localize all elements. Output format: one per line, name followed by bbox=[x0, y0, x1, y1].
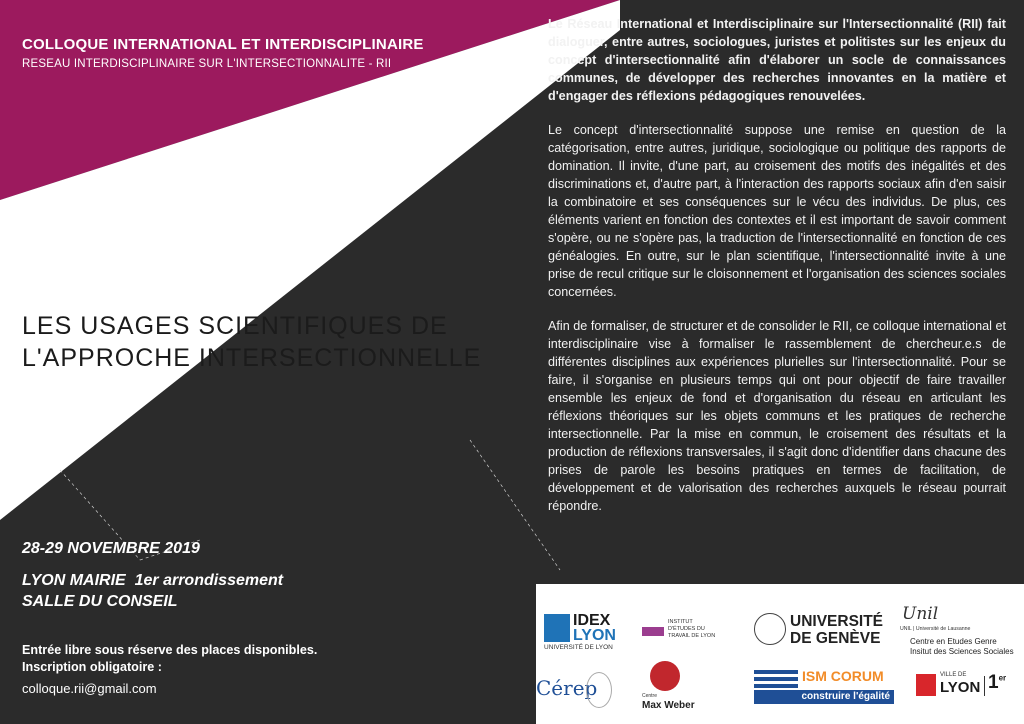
unige-logo: UNIVERSITÉ DE GENÈVE bbox=[754, 611, 874, 655]
main-title bbox=[22, 310, 522, 374]
main-title-line-2: L'APPROCHE INTERSECTIONNELLE bbox=[22, 344, 482, 372]
iet-logo: INSTITUT D'ÉTUDES DU TRAVAIL DE LYON bbox=[642, 619, 732, 649]
partner-logos bbox=[536, 584, 1024, 724]
unige-seal-icon bbox=[754, 613, 786, 645]
paragraph-1: Le Réseau International et Interdisciplinaire sur l'Intersectionnalité (RII) fait dialoguer, entre autres, sociologues, juristes et politistes sur les enjeux du concept d'intersectionnalité afin d'élaborer un socle de connaissances communes, de développer des recherches innovantes en la matière et d'engager des réflexions pédagogiques renouvelées. bbox=[548, 17, 1006, 103]
venue-line-1: LYON MAIRIE 1er arrondissement bbox=[22, 572, 284, 589]
centre-max-weber-logo: Centre Max Weber bbox=[642, 661, 722, 715]
idex-emblem-icon bbox=[544, 614, 570, 642]
colloque-title: COLLOQUE INTERNATIONAL ET INTERDISCIPLINAIRE bbox=[22, 36, 424, 53]
paragraph-2: Le concept d'intersectionnalité suppose une remise en question de la catégorisation, entre autres, juridique, sociologique ou politique des rapports de domination. Il invite, d'une part, au croisement des motifs des inégalités et des discriminations et, d'autre part, à l'interaction des rapports sociaux afin d'en saisir la combinatoire et ses conséquences sur le vécu des individus. De plus, ces éléments varient en fonction des contextes et il est important de savoir comment s'opère, ou ne s'opère pas, la traduction de l'intersectionnalité en fonction de ces généalogies. En outre, sur le plan scientifique, l'intersectionnalité invite à une prise de recul critique sur le cloisonnement et l'organisation des sciences sociales concernées. bbox=[548, 123, 1006, 299]
lion-emblem-icon bbox=[916, 674, 936, 696]
event-date: 28-29 NOVEMBRE 2019 bbox=[22, 540, 200, 557]
dashed-line-3 bbox=[470, 440, 560, 570]
iet-emblem-icon bbox=[642, 627, 664, 636]
ville-de-lyon-logo: VILLE DE LYON 1er bbox=[916, 672, 1012, 702]
max-weber-emblem-icon bbox=[650, 661, 680, 691]
network-subtitle: RESEAU INTERDISCIPLINAIRE SUR L'INTERSECTIONNALITE - RII bbox=[22, 58, 392, 70]
entry-line-2: Inscription obligatoire : bbox=[22, 660, 162, 674]
paragraph-3: Afin de formaliser, de structurer et de consolider le RII, ce colloque international et interdisciplinaire vise à formaliser le rassemblement de chercheur.e.s de différentes disciplines aux expériences plurielles sur l'intersectionnalité. Pour se faire, il s'organise en plusieurs temps qui ont pour objectif de faire travailler ensemble les enjeux de fond et d'organisation du réseau en articulant les réflexions théoriques sur les objets communs et les pratiques de recherche intersectionnelle. Par la mise en commun, le croisement des résultats et la production de réflexions transversales, il s'agit donc d'identifier dans chacune des prises de parole les besoins pratiques en termes de facilitation, de développement et de valorisation des recherches auxquels le réseau pourrait répondre. bbox=[548, 319, 1006, 513]
entry-line-1: Entrée libre sous réserve des places disponibles. bbox=[22, 643, 318, 657]
cerep-logo: Cérep bbox=[536, 674, 616, 708]
entry-info bbox=[22, 642, 317, 676]
main-title-line-1: LES USAGES SCIENTIFIQUES DE bbox=[22, 312, 448, 340]
ism-corum-logo: ISM CORUM construire l'égalité bbox=[754, 668, 894, 708]
event-venue bbox=[22, 570, 283, 612]
cerep-ring-icon bbox=[586, 672, 612, 708]
venue-line-2: SALLE DU CONSEIL bbox=[22, 593, 178, 610]
unil-logo: Unil UNIL | Université de Lausanne Centre en Etudes Genre Insitut des Sciences Sociales bbox=[900, 604, 1014, 656]
idex-lyon-logo: IDEX LYON UNIVERSITÉ DE LYON bbox=[544, 612, 616, 651]
description-text bbox=[548, 15, 1006, 531]
contact-email[interactable]: colloque.rii@gmail.com bbox=[22, 681, 157, 696]
header bbox=[22, 36, 424, 70]
